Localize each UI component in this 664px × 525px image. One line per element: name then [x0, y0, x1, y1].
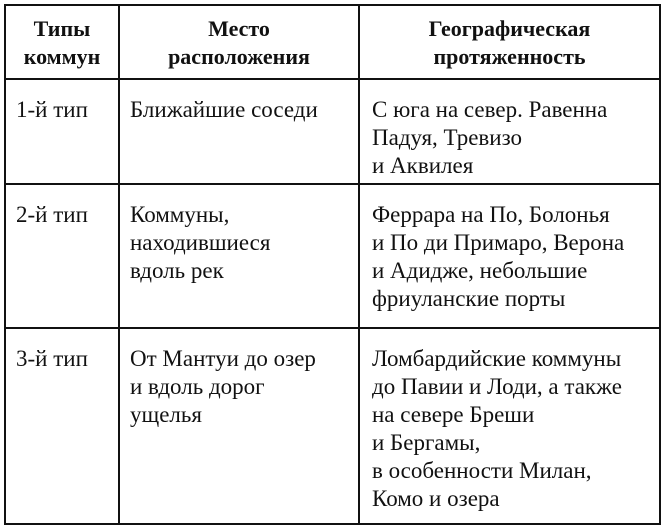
header-line: расположения — [168, 44, 310, 69]
cell-place — [119, 79, 359, 184]
cell-line: вдоль рек — [130, 258, 224, 283]
cell-line: Коммуны, — [130, 202, 230, 227]
cell-line: и Бергамы, — [372, 430, 481, 455]
cell-line: до Павии и Лоди, а также — [372, 374, 622, 399]
cell-line: фриуланские порты — [372, 286, 566, 311]
header-location — [119, 5, 359, 79]
cell-line: Феррара на По, Болонья — [372, 202, 610, 227]
cell-place — [119, 184, 359, 328]
table-row — [5, 328, 660, 524]
cell-line: находившиеся — [130, 230, 271, 255]
cell-line: и вдоль дорог — [130, 374, 265, 399]
cell-place — [119, 328, 359, 524]
cell-line: и Адидже, небольшие — [372, 258, 588, 283]
table-row — [5, 184, 660, 328]
cell-line: 3-й тип — [16, 346, 88, 371]
cell-extent — [359, 79, 660, 184]
cell-line: Ближайшие соседи — [130, 97, 318, 122]
cell-line: ущелья — [130, 402, 202, 427]
header-row — [5, 5, 660, 79]
cell-type — [5, 79, 119, 184]
header-types — [5, 5, 119, 79]
cell-line: Ломбардийские коммуны — [372, 346, 622, 371]
communes-table — [4, 4, 661, 525]
cell-line: и Аквилея — [372, 153, 474, 178]
cell-type — [5, 184, 119, 328]
header-line: Географическая — [428, 16, 591, 41]
cell-line: в особенности Милан, — [372, 458, 592, 483]
cell-line: 1-й тип — [16, 97, 88, 122]
header-line: Типы — [33, 16, 91, 41]
cell-type — [5, 328, 119, 524]
table-row — [5, 79, 660, 184]
cell-line: на севере Бреши — [372, 402, 535, 427]
header-line: Место — [208, 16, 270, 41]
cell-line: 2-й тип — [16, 202, 88, 227]
cell-extent — [359, 184, 660, 328]
cell-line: С юга на север. Равенна — [372, 97, 608, 122]
cell-line: и По ди Примаро, Верона — [372, 230, 625, 255]
cell-line: Падуя, Тревизо — [372, 125, 523, 150]
cell-line: Комо и озера — [372, 486, 500, 511]
header-line: коммун — [23, 44, 101, 69]
header-line: протяженность — [433, 44, 586, 69]
cell-line: От Мантуи до озер — [130, 346, 316, 371]
header-extent — [359, 5, 660, 79]
cell-extent — [359, 328, 660, 524]
